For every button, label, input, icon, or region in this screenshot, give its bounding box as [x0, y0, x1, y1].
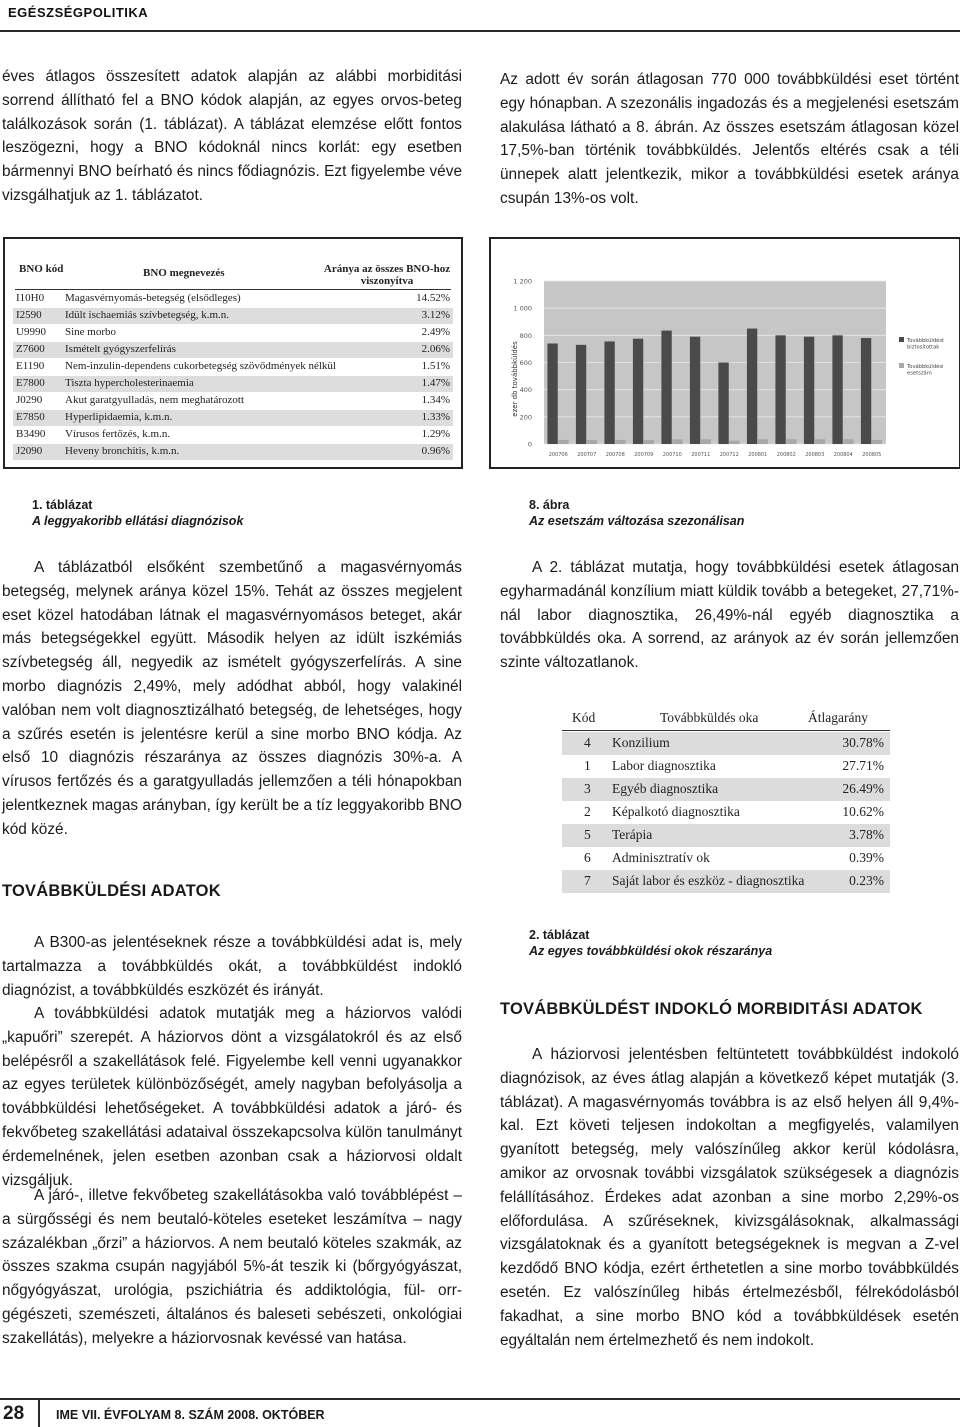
- table1-col-name: BNO megnevezés: [143, 267, 225, 279]
- chart-ytick-label: 1 000: [513, 304, 532, 313]
- table1-name-cell: Tiszta hypercholesterinaemia: [65, 377, 194, 389]
- table1-ratio-cell: 0.96%: [421, 445, 450, 457]
- table-row: [13, 308, 453, 324]
- chart-svg: [491, 239, 955, 463]
- chart-xtick-label: 200706: [548, 452, 568, 458]
- table2-col-average: Átlagarány: [808, 710, 868, 725]
- table2-reason-cell: Labor diagnosztika: [612, 758, 716, 773]
- table1-ratio-cell: 1.47%: [421, 377, 450, 389]
- chart-xtick-label: 200802: [776, 452, 796, 458]
- table2-caption-number: 2. táblázat: [529, 928, 590, 942]
- table-row: [13, 410, 453, 426]
- chart-bar: [690, 337, 700, 444]
- table-row: [562, 778, 890, 801]
- chart-bar: [558, 440, 568, 444]
- table2-code-cell: 6: [584, 850, 591, 865]
- chart-legend-swatch: [899, 363, 904, 368]
- table2-average-cell: 3.78%: [849, 827, 884, 842]
- table1-ratio-cell: 1.51%: [421, 360, 450, 372]
- chart-bar: [615, 440, 625, 444]
- chart-bar: [718, 363, 728, 445]
- chart-bar: [832, 335, 842, 444]
- chart-ytick-label: 400: [519, 386, 532, 395]
- table2-caption-title: Az egyes továbbküldési okok részaránya: [529, 944, 773, 958]
- table-row: [13, 342, 453, 358]
- table1-ratio-cell: 3.12%: [421, 309, 450, 321]
- heading-tovabbkuldesi-adatok: TOVÁBBKÜLDÉSI ADATOK: [2, 882, 221, 900]
- table2-average-cell: 27.71%: [842, 758, 884, 773]
- chart-caption-title: Az esetszám változása szezonálisan: [529, 514, 745, 528]
- table2-code-cell: 5: [584, 827, 591, 842]
- table1-name-cell: Idült ischaemiás szívbetegség, k.m.n.: [65, 309, 230, 321]
- table1-col-code: BNO kód: [19, 263, 64, 275]
- table-row: [562, 732, 890, 755]
- table-row: [13, 359, 453, 375]
- table1-code-cell: B3490: [16, 428, 46, 440]
- chart-bar: [604, 341, 614, 444]
- chart-bar: [804, 337, 814, 444]
- chart-bar: [547, 343, 557, 444]
- chart-caption-number: 8. ábra: [529, 498, 570, 512]
- left-paragraph-2: A továbbküldési adatok mutatják meg a háziorvos valódi „kapuőri” szerepét. A háziorvos dönt a vizsgálatokról és az első belépésről a szakellátások felé. Figyelembe kell venni ugyanakkor az egyes területek különbözőségét, amely nagyban befolyásolja a továbbküldési lehetőségeket. A továbbküldési adatok a járó- és fekvőbeteg szakellátási adataival összekapcsolva külön tanulmányt érdemelnének, jelen esetben azonban csak a háziorvosi oldalt vizsgáljuk.: [2, 1005, 462, 1189]
- table1-code-cell: E1190: [16, 360, 45, 372]
- table1-name-cell: Akut garatgyulladás, nem meghatározott: [65, 394, 244, 406]
- table2-code-cell: 4: [584, 735, 591, 750]
- table1-caption-number: 1. táblázat: [32, 498, 93, 512]
- table1-code-cell: Z7600: [16, 343, 45, 355]
- right-top-paragraph: Az adott év során átlagosan 770 000 továbbküldési eset történt egy hónapban. A szezonális ingadozás és a megjelenési esetszám alakulása látható a 8. ábrán. Az összes esetszám átlagosan közel 17,5%-ban történik továbbküldés. Jelentős eltérés csak a téli ünnepek alatt jelentkezik, mikor a továbbküldési esetek aránya csupán 13%-os volt.: [500, 71, 959, 207]
- chart-8: [489, 237, 960, 469]
- chart-ytick-label: 200: [519, 413, 532, 422]
- right-bottom-paragraph: A háziorvosi jelentésben feltüntetett továbbküldést indokoló diagnózisok, az éves átlag alapján a következő képet mutatják (3. táblázat). A magasvérnyomás továbbra is az első helyen áll 9,4%-kal. Ezt követi teljesen indokoltan a megfigyelés, valamilyen gyanított betegség, mely valószínűleg akkor kerül kódolásra, amikor az orvosnak további vizsgálatok szükségesek a diagnózis felállításához. Érdekes adat azonban a sine morbo 2,29%-os előfordulása. A szűréseknek, kivizsgálásoknak, alkalmassági vizsgálatoknak és a gyanított betegségeknek is megvan a Z-vel kezdődő BNO kódja, ezért érthetetlen a sine morbo továbbküldés esetén. Ez valószínűleg hibás értelmezésből, félrekódolásból fakadhat, a sine morbo BNO kód a továbbküldések esetén egyáltalán nem értelmezhető és nem indokolt.: [500, 1046, 959, 1349]
- chart-xtick-label: 200712: [719, 452, 739, 458]
- chart-xtick-label: 200803: [805, 452, 825, 458]
- table2-reason-cell: Terápia: [612, 827, 653, 842]
- table2-body: [562, 732, 890, 894]
- table1-ratio-cell: 1.34%: [421, 394, 450, 406]
- table1-ratio-cell: 14.52%: [416, 292, 450, 304]
- issue-info: IME VII. ÉVFOLYAM 8. SZÁM 2008. OKTÓBER: [56, 1408, 325, 1422]
- table-row: [562, 801, 890, 824]
- table2-average-cell: 30.78%: [842, 735, 884, 750]
- table2-reason-cell: Képalkotó diagnosztika: [612, 804, 740, 819]
- table2-average-cell: 26.49%: [842, 781, 884, 796]
- chart-legend-label: Továbbküldési esetszám: [907, 364, 944, 377]
- table1-name-cell: Vírusos fertőzés, k.m.n.: [65, 428, 171, 440]
- footer-divider: [38, 1400, 40, 1427]
- table-row: [562, 870, 890, 893]
- table1-code-cell: E7850: [16, 411, 45, 423]
- table2-code-cell: 2: [584, 804, 591, 819]
- chart-bar: [644, 440, 654, 444]
- footer-rule: [0, 1398, 960, 1400]
- chart-legend-label: Továbbküldést biztosítottak: [907, 338, 945, 351]
- chart-bar: [786, 439, 796, 444]
- table2-code-cell: 3: [584, 781, 591, 796]
- table1-name-cell: Magasvérnyomás-betegség (elsődleges): [65, 292, 241, 304]
- chart-bar: [633, 339, 643, 444]
- table1-name-cell: Nem-inzulin-dependens cukorbetegség szövődmények nélkül: [65, 360, 336, 372]
- table1-name-cell: Sine morbo: [65, 326, 117, 338]
- chart-bar: [861, 338, 871, 444]
- table-row: [13, 291, 453, 307]
- table2-reason-cell: Saját labor és eszköz - diagnosztika: [612, 873, 805, 888]
- left-mid-paragraph: A táblázatból elsőként szembetűnő a magasvérnyomás betegség, melynek aránya közel 15%. Tehát az összes megjelent eset közel hatodában látnak el magasvérnyomásos beteget, akár más betegségekkel együtt. Második helyen az idült iszkémiás szívbetegség áll, negyedik az ismételt gyógyszerfelírás. A sine morbo diagnózis 2,49%, mely adódhat abból, hogy valakinél valóban nem volt diagnosztizálható betegség, de lehetséges, hogy a szűrés esetén is jelentésre kerül a sine morbo BNO kódja. Az első 10 diagnózis részaránya az összes diagnózis 30%-a. A vírusos fertőzés és a garatgyulladás jellemzően a téli hónapokban jelentkeznek magas arányban, így került be a tíz leggyakoribb BNO kód közé.: [2, 559, 462, 838]
- table1-name-cell: Ismételt gyógyszerfelírás: [65, 343, 176, 355]
- chart-xtick-label: 200709: [634, 452, 654, 458]
- chart-ytick-label: 800: [519, 331, 532, 340]
- table-row: [13, 376, 453, 392]
- table1-name-cell: Hyperlipidaemia, k.m.n.: [65, 411, 173, 423]
- table-row: [562, 824, 890, 847]
- chart-xtick-label: 200711: [691, 452, 711, 458]
- table2-reason-cell: Konzilium: [612, 735, 670, 750]
- chart-bar: [747, 329, 757, 444]
- page-number: 28: [3, 1403, 25, 1424]
- table-row: [13, 427, 453, 443]
- heading-morbiditasi-adatok: TOVÁBBKÜLDÉST INDOKLÓ MORBIDITÁSI ADATOK: [500, 1000, 923, 1018]
- table1-col-ratio: Aránya az összes BNO-hoz viszonyítva: [323, 263, 451, 287]
- chart-xtick-label: 200801: [748, 452, 768, 458]
- table1-ratio-cell: 1.33%: [421, 411, 450, 423]
- chart-ytick-label: 1 200: [513, 277, 532, 286]
- chart-legend-swatch: [899, 337, 904, 342]
- table1-body: [13, 291, 453, 463]
- table1-code-cell: I10H0: [16, 292, 45, 304]
- chart-bar: [758, 439, 768, 444]
- chart-xtick-label: 200804: [833, 452, 853, 458]
- chart-bar: [775, 335, 785, 444]
- chart-ylabel: ezer db továbbküldés: [511, 341, 519, 417]
- table2-col-reason: Továbbküldés oka: [660, 710, 759, 725]
- table2-average-cell: 0.39%: [849, 850, 884, 865]
- table-row: [13, 325, 453, 341]
- chart-bar: [815, 439, 825, 444]
- table1-ratio-cell: 1.29%: [421, 428, 450, 440]
- left-paragraph-1: A B300-as jelentéseknek része a továbbküldési adat is, mely tartalmazza a továbbküldés okát, a továbbküldést indokló diagnózist, a továbbküldés eszközét és irányát.: [2, 934, 462, 999]
- header-rule: [0, 30, 960, 32]
- table1-ratio-cell: 2.06%: [421, 343, 450, 355]
- chart-bar: [576, 345, 586, 444]
- left-paragraph-3: A járó-, illetve fekvőbeteg szakellátásokba való továbblépést – a sürgősségi és nem beutaló-köteles eseteket leszámítva – nagy százalékban „őrzi” a háziorvos. A nem beutaló köteles szakmák, az összes szakma csupán nagyjából 5%-át teszik ki (bőrgyógyászat, nőgyógyászat, urológia, pszichiátria és addiktológia, fül- orr- gégészeti, szemészeti, általános és baleseti sebészeti, onkológiai szakellátás), melyekre a háziorvosnak kevéssé van hatása.: [2, 1187, 462, 1347]
- chart-bar: [701, 439, 711, 444]
- chart-bar: [872, 440, 882, 444]
- table-2: [562, 706, 890, 896]
- chart-bar: [729, 441, 739, 444]
- table-row: [562, 755, 890, 778]
- table1-name-cell: Heveny bronchitis, k.m.n.: [65, 445, 180, 457]
- table2-average-cell: 0.23%: [849, 873, 884, 888]
- table-row: [562, 847, 890, 870]
- chart-bar: [672, 439, 682, 444]
- table2-code-cell: 7: [584, 873, 591, 888]
- table2-code-cell: 1: [584, 758, 591, 773]
- table2-reason-cell: Egyéb diagnosztika: [612, 781, 719, 796]
- chart-bar: [587, 440, 597, 444]
- left-top-paragraph: éves átlagos összesített adatok alapján az alábbi morbiditási sorrend állítható fel a BNO kódok alapján, az egyes orvos-beteg találkozások során (1. táblázat). A táblázat elemzése előtt fontos leszögezni, hogy a BNO kódoknál nincs korlát: egy esetben bármennyi BNO beírható és nincs fődiagnózis. Ezt figyelembe véve vizsgálhatjuk az 1. táblázatot.: [2, 68, 462, 204]
- table2-col-code: Kód: [572, 710, 596, 725]
- table1-code-cell: I2590: [16, 309, 42, 321]
- chart-bar: [661, 331, 671, 444]
- table1-code-cell: E7800: [16, 377, 45, 389]
- chart-xtick-label: 200710: [662, 452, 682, 458]
- chart-xtick-label: 200707: [577, 452, 597, 458]
- table1-code-cell: J2090: [16, 445, 43, 457]
- table1-code-cell: J0290: [16, 394, 43, 406]
- table2-reason-cell: Adminisztratív ok: [612, 850, 710, 865]
- table1-code-cell: U9990: [16, 326, 46, 338]
- table-row: [13, 444, 453, 460]
- chart-ytick-label: 600: [519, 359, 532, 367]
- table2-average-cell: 10.62%: [842, 804, 884, 819]
- chart-xtick-label: 200708: [605, 452, 625, 458]
- chart-xtick-label: 200805: [862, 452, 882, 458]
- table-1: [3, 237, 463, 469]
- section-header: EGÉSZSÉGPOLITIKA: [8, 5, 149, 20]
- table1-caption-title: A leggyakoribb ellátási diagnózisok: [32, 514, 244, 528]
- right-mid-paragraph: A 2. táblázat mutatja, hogy továbbküldési esetek átlagosan egyharmadánál konzílium miatt küldik tovább a betegeket, 27,71%-nál labor diagnosztika, 26,49%-nál egyéb diagnosztika a továbbküldés oka. A sorrend, az arányok az év során jellemzően szinte változatlanok.: [500, 559, 959, 672]
- chart-ytick-label: 0: [527, 440, 532, 449]
- table1-ratio-cell: 2.49%: [421, 326, 450, 338]
- chart-bar: [843, 439, 853, 444]
- table-row: [13, 393, 453, 409]
